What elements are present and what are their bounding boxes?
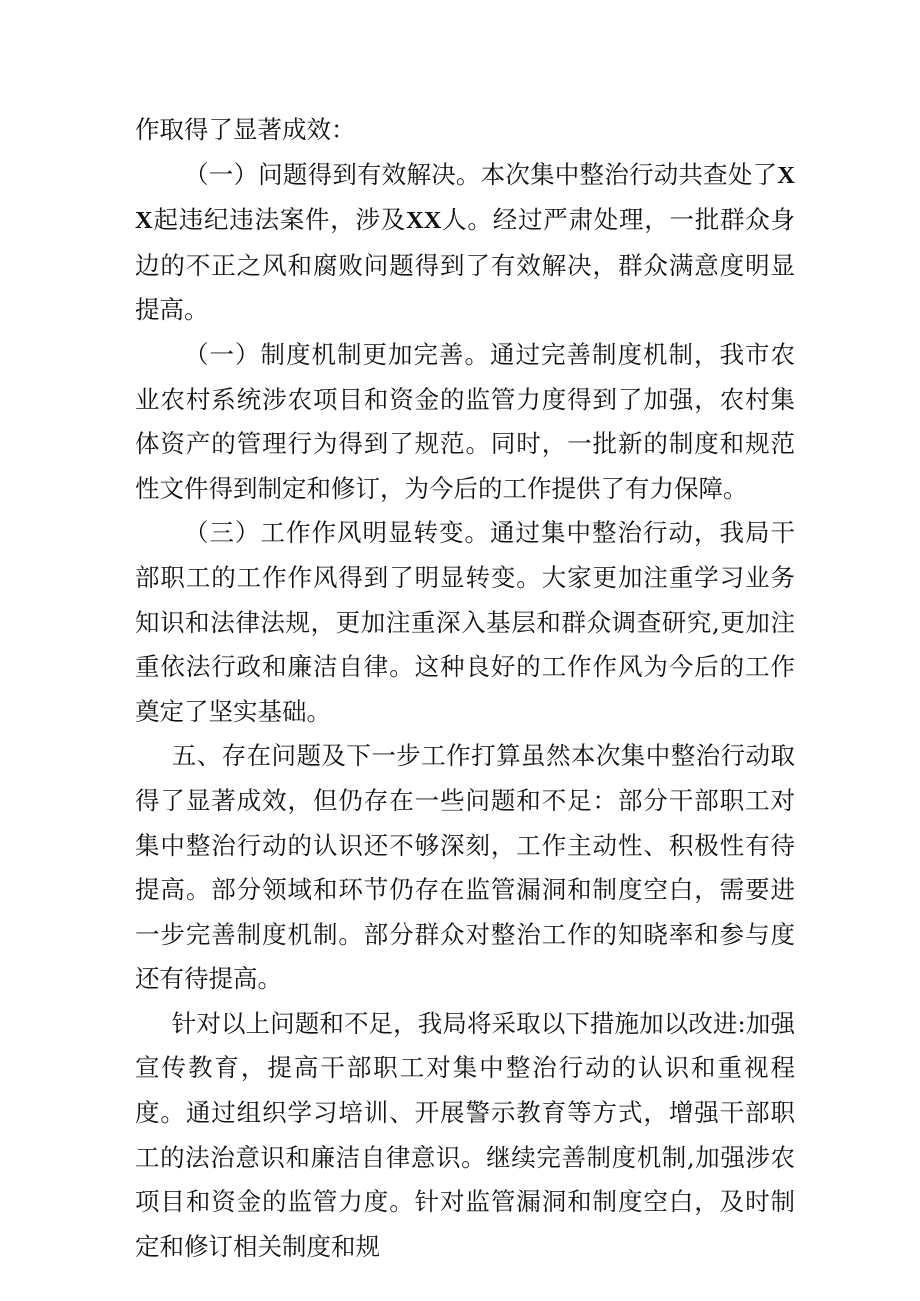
paragraph-text: 人。经过严肃处理，一批群众身边的不正之风和腐败问题得到了有效解决，群众满意度明显提高。 [135, 205, 796, 325]
paragraph-work-style-changed: （三）工作作风明显转变。通过集中整治行动，我局干部职工的工作作风得到了明显转变。大家更加注重学习业务知识和法律法规，更加注重深入基层和群众调查研究,更加注重依法行政和廉洁自律。这种良好的工作作风为今后的工作奠定了坚实基础。 [135, 518, 795, 726]
paragraph-continuation: 作取得了显著成效： [135, 115, 356, 144]
paragraph-text: （一）问题得到有效解决。本次集中整治行动共查处了 [184, 159, 778, 189]
paragraph-text: 起违纪违法案件，涉及 [152, 205, 407, 235]
paragraph-improvement-measures: 针对以上问题和不足，我局将采取以下措施加以改进:加强宣传教育，提高干部职工对集中整治行动的认识和重视程度。通过组织学习培训、开展警示教育等方式，增强干部职工的法治意识和廉洁自律意识。继续完善制度机制,加强涉农项目和资金的监管力度。针对监管漏洞和制度空白，及时制定和修订相关制度和规 [135, 1008, 795, 1261]
paragraph-system-improved: （一）制度机制更加完善。通过完善制度机制，我市农业农村系统涉农项目和资金的监管力度得到了加强，农村集体资产的管理行为得到了规范。同时，一批新的制度和规范性文件得到制定和修订，为今后的工作提供了有力保障。 [135, 339, 795, 503]
paragraph-problems-solved [135, 153, 795, 333]
placeholder-count: XX [406, 207, 442, 235]
document-body [135, 108, 795, 1269]
placeholder-count: XX [135, 161, 795, 235]
paragraph-existing-problems: 五、存在问题及下一步工作打算虽然本次集中整治行动取得了显著成效，但仍存在一些问题和不足：部分干部职工对集中整治行动的认识还不够深刻，工作主动性、积极性有待提高。部分领域和环节仍存在监管漏洞和制度空白，需要进一步完善制度机制。部分群众对整治工作的知晓率和参与度还有待提高。 [135, 741, 795, 994]
